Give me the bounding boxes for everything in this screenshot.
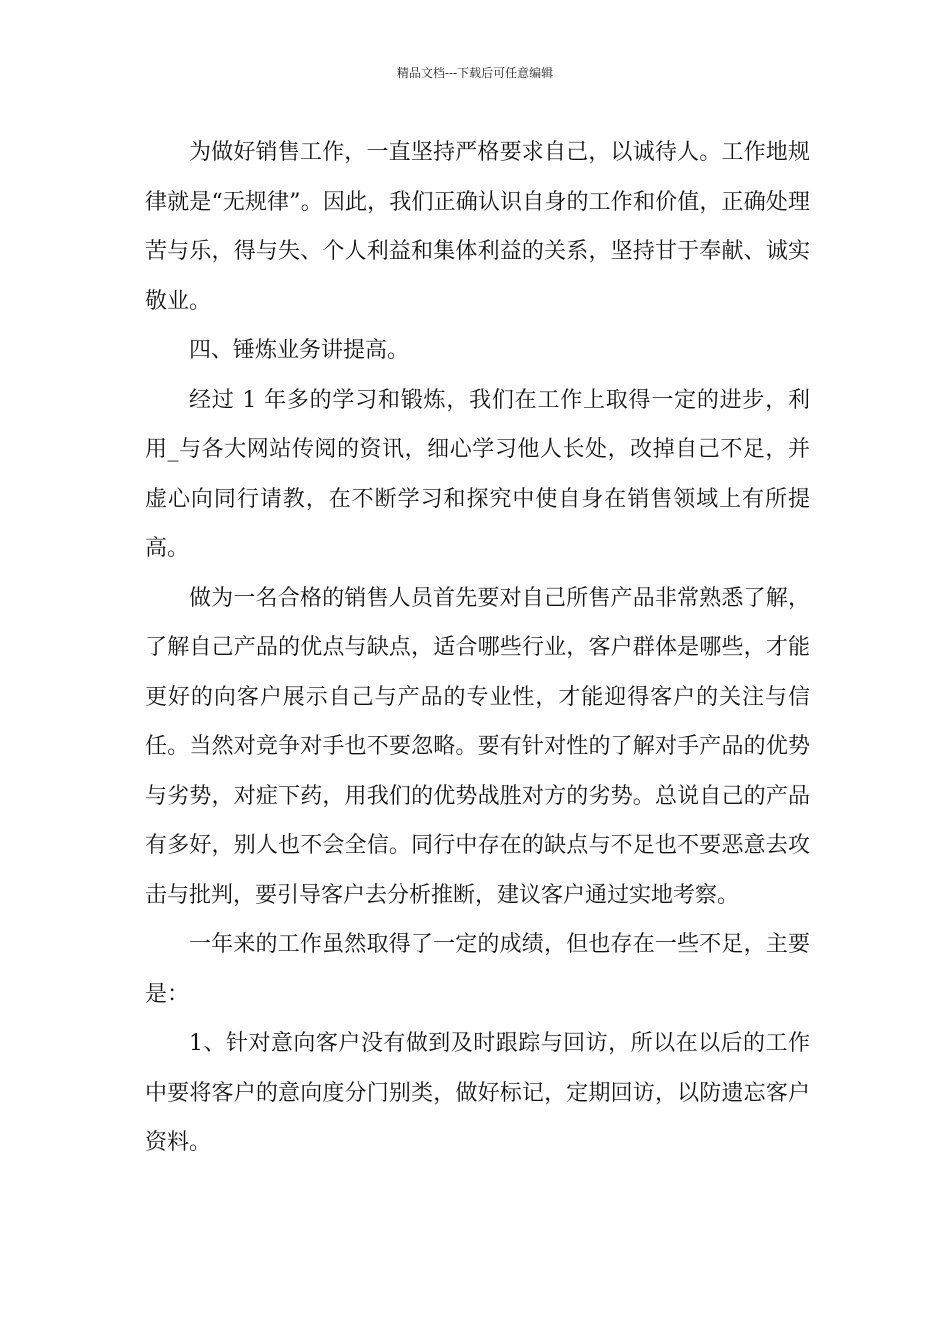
paragraph-shortcoming-one: 1、针对意向客户没有做到及时跟踪与回访，所以在以后的工作中要将客户的意向度分门别类，做好标记，定期回访，以防遗忘客户资料。 — [145, 1031, 810, 1155]
page-header: 精品文档---下载后可任意编辑 — [396, 66, 554, 80]
section-heading-four: 四、锤炼业务讲提高。 — [189, 338, 410, 363]
paragraph-shortcomings-intro: 一年来的工作虽然取得了一定的成绩，但也存在一些不足，主要是： — [145, 932, 810, 1007]
paragraph-learning: 经过 1 年多的学习和锻炼，我们在工作上取得一定的进步，利用_与各大网站传阅的资讯，细心学习他人长处，改掉自己不足，并虚心向同行请教，在不断学习和探究中使自身在销售领域上有所提高。 — [145, 387, 810, 561]
paragraph-work-attitude: 为做好销售工作，一直坚持严格要求自己，以诚待人。工作地规律就是“无规律”。因此，我们正确认识自身的工作和价值，正确处理苦与乐，得与失、个人利益和集体利益的关系，坚持甘于奉献、诚实敬业。 — [145, 140, 810, 314]
document-body — [145, 128, 810, 1168]
paragraph-product-knowledge: 做为一名合格的销售人员首先要对自己所售产品非常熟悉了解，了解自己产品的优点与缺点，适合哪些行业，客户群体是哪些，才能更好的向客户展示自己与产品的专业性，才能迎得客户的关注与信任。当然对竞争对手也不要忽略。要有针对性的了解对手产品的优势与劣势，对症下药，用我们的优势战胜对方的劣势。总说自己的产品有多好，别人也不会全信。同行中存在的缺点与不足也不要恶意去攻击与批判，要引导客户去分析推断，建议客户通过实地考察。 — [145, 585, 810, 908]
